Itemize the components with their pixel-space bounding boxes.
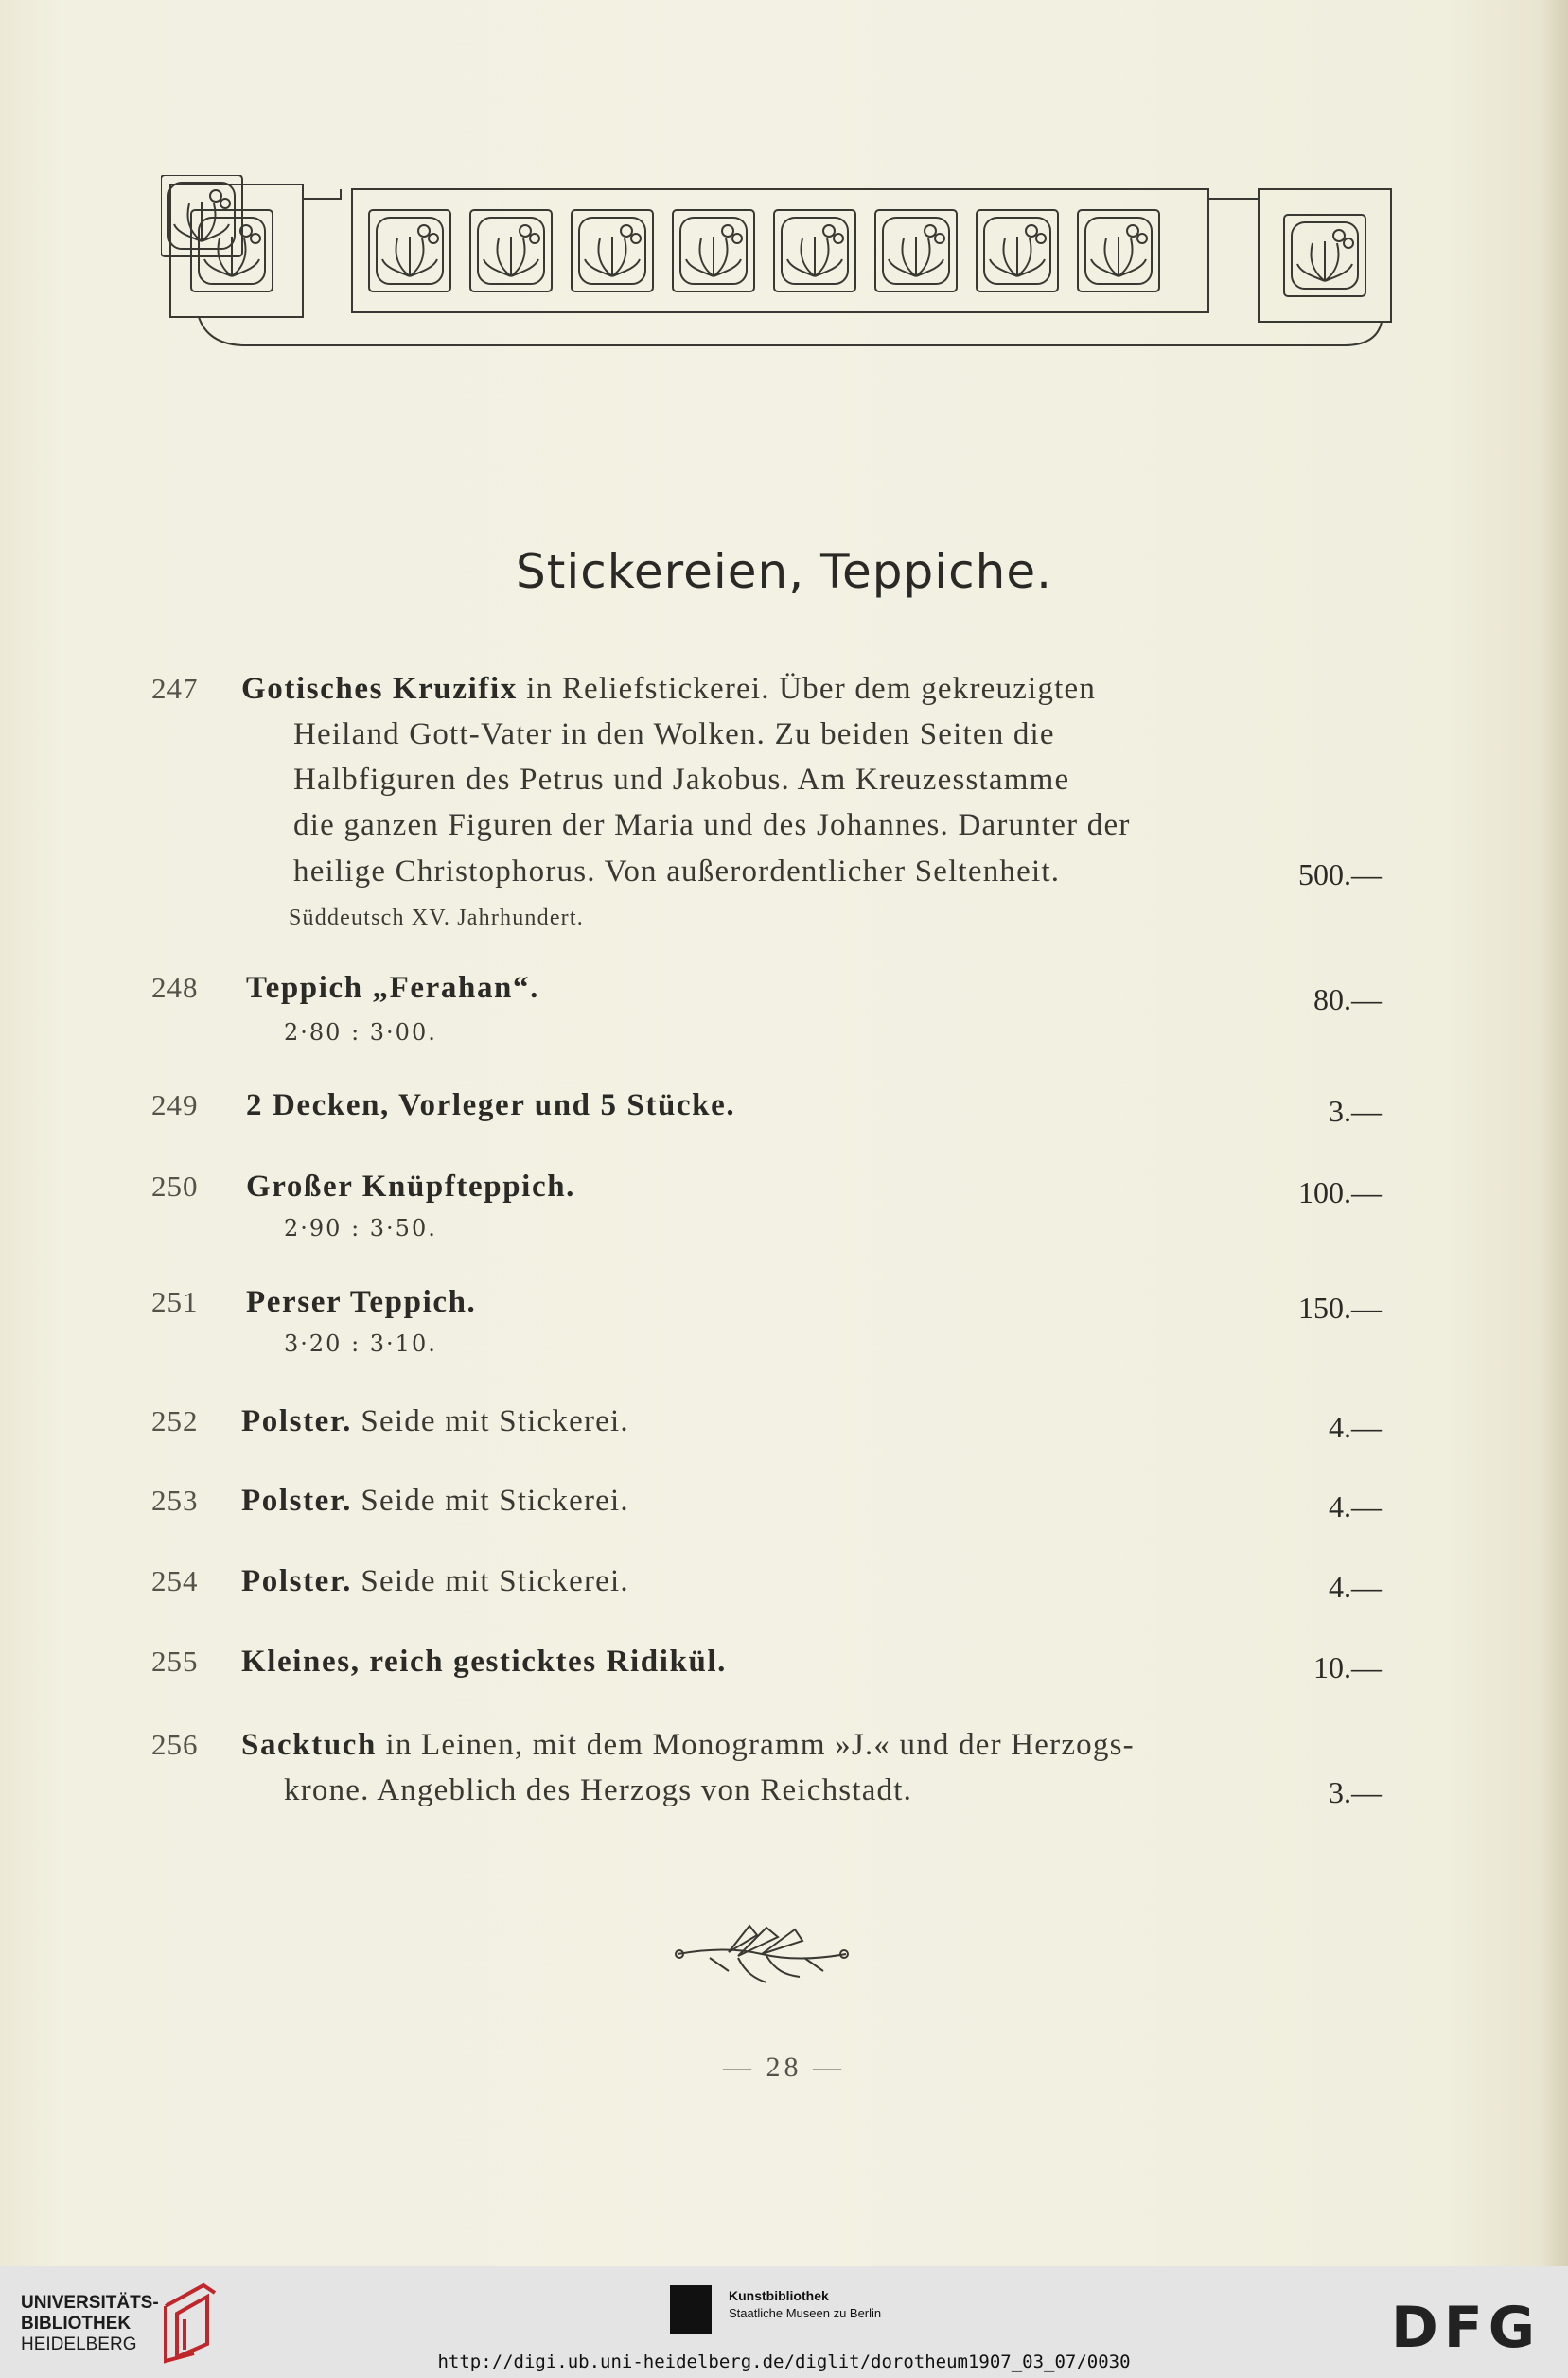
lot-title: Polster. <box>241 1404 352 1438</box>
entry-line-1 <box>241 1404 629 1439</box>
lot-price: 4.— <box>1329 1570 1382 1604</box>
partner-name: Kunstbibliothek <box>729 2288 829 2303</box>
lot-title: Perser Teppich. <box>246 1285 477 1319</box>
header-ornament <box>161 175 1401 364</box>
library-name-line-2: BIBLIOTHEK <box>21 2314 132 2334</box>
university-library-name <box>21 2293 159 2355</box>
lot-price: 4.— <box>1329 1489 1382 1524</box>
lot-price: 3.— <box>1329 1094 1382 1128</box>
entry-line-1 <box>241 1484 629 1519</box>
lot-number: 247 <box>151 672 199 705</box>
catalog-entry-249 <box>151 1088 1382 1136</box>
lot-title: Polster. <box>241 1484 352 1518</box>
entry-line-2: Heiland Gott-Vater in den Wolken. Zu beiden Seiten die <box>293 717 1055 751</box>
partner-subtitle: Staatliche Museen zu Berlin <box>729 2306 882 2320</box>
catalog-entry-251 <box>151 1285 1382 1370</box>
library-name-line-3: HEIDELBERG <box>21 2334 137 2354</box>
lot-provenance: Süddeutsch XV. Jahrhundert. <box>289 906 584 930</box>
lot-dimensions: 3·20 : 3·10. <box>284 1330 437 1357</box>
partner-institution <box>729 2287 881 2322</box>
lot-title: Polster. <box>241 1564 352 1598</box>
page-gutter-shadow <box>1540 0 1568 2266</box>
kunstbibliothek-logo-icon <box>670 2285 712 2334</box>
lot-number: 248 <box>151 971 199 1004</box>
lot-number: 252 <box>151 1404 199 1437</box>
digitization-footer <box>0 2266 1568 2378</box>
lot-price: 150.— <box>1298 1291 1382 1325</box>
lot-description: Seide mit Stickerei. <box>351 1484 629 1518</box>
lot-description: in Leinen, mit dem Monogramm »J.« und der Herzogs- <box>377 1728 1135 1762</box>
section-title: Stickereien, Teppiche. <box>515 544 1053 599</box>
lot-description: Seide mit Stickerei. <box>351 1404 629 1438</box>
lot-dimensions: 2·80 : 3·00. <box>284 1019 437 1046</box>
lot-price: 10.— <box>1313 1650 1382 1684</box>
lot-number: 254 <box>151 1564 199 1597</box>
catalog-entry-250 <box>151 1170 1382 1255</box>
lot-number: 250 <box>151 1170 199 1203</box>
catalog-entry-253 <box>151 1484 1382 1531</box>
catalog-entry-247 <box>151 672 1382 946</box>
lot-number: 256 <box>151 1728 199 1761</box>
page-number: — 28 — <box>723 2052 845 2083</box>
lot-description: „Ferahan“. <box>362 971 539 1005</box>
lot-price: 3.— <box>1329 1775 1382 1809</box>
entry-line-1 <box>241 672 1096 707</box>
lot-price: 500.— <box>1298 857 1382 891</box>
lot-price: 4.— <box>1329 1410 1382 1444</box>
lot-title: Sacktuch <box>241 1728 377 1762</box>
catalog-entry-252 <box>151 1404 1382 1452</box>
lot-number: 255 <box>151 1645 199 1678</box>
entry-line-1 <box>241 1728 1135 1763</box>
entry-line-5: heilige Christophorus. Von außerordentlicher Seltenheit. <box>293 854 1061 889</box>
lot-number: 253 <box>151 1484 199 1517</box>
entry-line-4: die ganzen Figuren der Maria und des Johannes. Darunter der <box>293 808 1131 842</box>
lot-number: 249 <box>151 1088 199 1121</box>
lot-title: Kleines, reich gesticktes Ridikül. <box>241 1645 728 1679</box>
catalog-entry-254 <box>151 1564 1382 1612</box>
lot-description: in Reliefstickerei. Über dem gekreuzigten <box>517 672 1097 706</box>
entry-line-1 <box>241 1564 629 1599</box>
lot-title: Gotisches Kruzifix <box>241 672 518 706</box>
lot-dimensions: 2·90 : 3·50. <box>284 1215 437 1242</box>
dfg-logo: DFG <box>1391 2295 1542 2361</box>
catalog-entry-255 <box>151 1645 1382 1692</box>
lot-description: Seide mit Stickerei. <box>351 1564 629 1598</box>
lot-title: Großer Knüpfteppich. <box>246 1170 575 1204</box>
lot-title: Teppich <box>246 971 363 1005</box>
library-name-line-1: UNIVERSITÄTS- <box>21 2293 159 2313</box>
lot-price: 100.— <box>1298 1175 1382 1209</box>
lot-price: 80.— <box>1313 982 1382 1016</box>
lot-number: 251 <box>151 1285 199 1318</box>
lot-title: 2 Decken, Vorleger und 5 Stücke. <box>246 1088 736 1122</box>
entry-line-2: krone. Angeblich des Herzogs von Reichstadt. <box>284 1773 913 1807</box>
catalog-entry-248 <box>151 971 1382 1056</box>
entry-line-1 <box>246 971 539 1006</box>
laurel-divider-ornament <box>672 1916 852 1992</box>
catalog-entry-256 <box>151 1728 1382 1823</box>
permalink-url[interactable]: http://digi.ub.uni-heidelberg.de/diglit/dorotheum1907_03_07/0030 <box>437 2352 1131 2372</box>
entry-line-3: Halbfiguren des Petrus und Jakobus. Am Kreuzesstamme <box>293 763 1070 797</box>
